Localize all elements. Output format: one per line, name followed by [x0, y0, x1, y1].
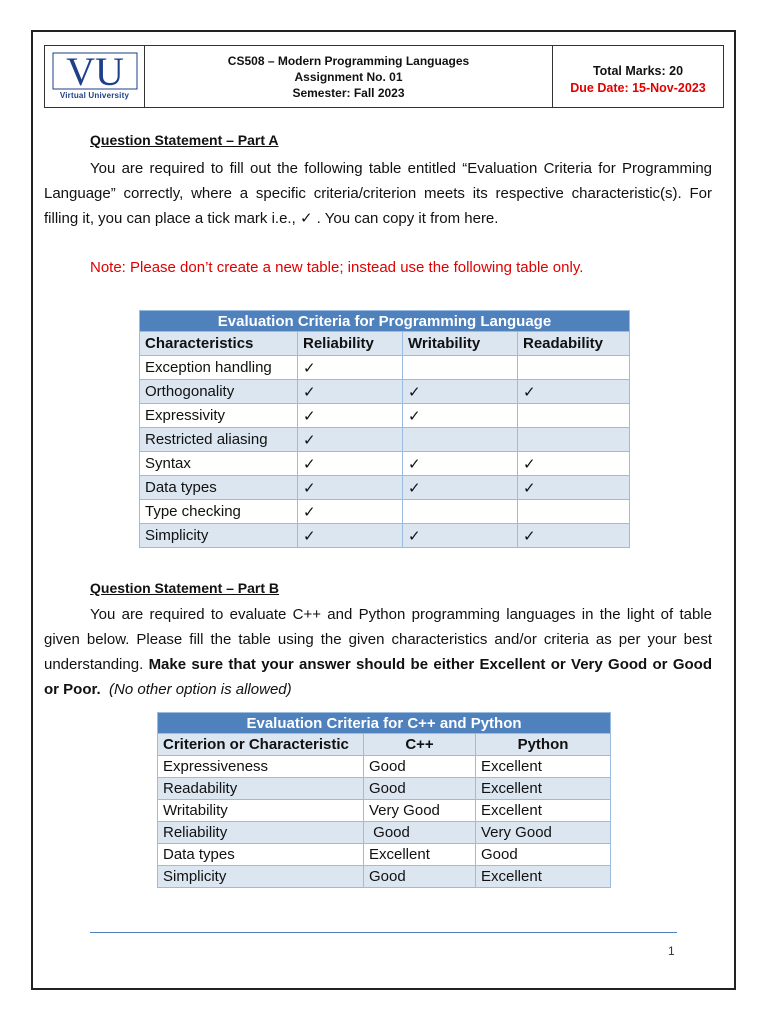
- logo-caption: Virtual University: [59, 91, 130, 100]
- tick-cell: [403, 428, 518, 452]
- tick-cell: ✓: [518, 380, 630, 404]
- python-rating: Excellent: [476, 800, 611, 822]
- tick-cell: ✓: [298, 356, 403, 380]
- course-title: CS508 – Modern Programming Languages: [227, 53, 470, 68]
- tick-cell: ✓: [403, 476, 518, 500]
- tick-cell: [518, 500, 630, 524]
- tick-cell: ✓: [403, 452, 518, 476]
- vu-logo: [45, 46, 145, 107]
- table-row: [158, 800, 611, 822]
- tick-cell: ✓: [298, 524, 403, 548]
- row-label: Readability: [158, 778, 364, 800]
- table-row: [140, 500, 630, 524]
- criteria-table-caption: Evaluation Criteria for Programming Language: [140, 311, 630, 332]
- table-row: [158, 822, 611, 844]
- table-row: [158, 778, 611, 800]
- assignment-number: Assignment No. 01: [294, 69, 403, 84]
- header-cell: Readability: [518, 332, 630, 356]
- table-row: [158, 756, 611, 778]
- part-a-paragraph: You are required to fill out the following table entitled “Evaluation Criteria for Programming Language” correctly, where a specific criteria/criterion meets its respective characteristic(s). For filling it, you can place a tick mark i.e., ✓ . You can copy it from here.: [44, 160, 712, 227]
- criteria-table: [139, 310, 630, 548]
- row-label: Expressivity: [140, 404, 298, 428]
- python-rating: Very Good: [476, 822, 611, 844]
- header-cell: Writability: [403, 332, 518, 356]
- table-row: [140, 524, 630, 548]
- part-a-title: Question Statement – Part A: [90, 132, 279, 148]
- table-row: [158, 866, 611, 888]
- tick-cell: ✓: [298, 452, 403, 476]
- document-header: [44, 45, 724, 108]
- row-label: Data types: [140, 476, 298, 500]
- python-rating: Excellent: [476, 866, 611, 888]
- row-label: Writability: [158, 800, 364, 822]
- part-b-paragraph: [44, 602, 712, 702]
- header-marks-info: [553, 46, 723, 107]
- header-cell: Characteristics: [140, 332, 298, 356]
- tick-cell: ✓: [298, 380, 403, 404]
- row-label: Expressiveness: [158, 756, 364, 778]
- header-cell: C++: [364, 734, 476, 756]
- table-row: [140, 404, 630, 428]
- footer-divider: [90, 932, 677, 933]
- tick-cell: [403, 356, 518, 380]
- row-label: Data types: [158, 844, 364, 866]
- row-label: Type checking: [140, 500, 298, 524]
- part-b-paragraph-italic: (No other option is allowed): [109, 681, 292, 698]
- due-date: Due Date: 15-Nov-2023: [570, 80, 706, 95]
- cpp-rating: Good: [364, 866, 476, 888]
- part-b-paragraph-lead: You are required to evaluate C++ and Python programming languages in the light of table given below. Please fill the table using the given characteristics and/or criteria as per your best understanding.: [44, 606, 712, 673]
- semester: Semester: Fall 2023: [292, 85, 405, 100]
- part-b-paragraph-bold: Make sure that your answer should be either Excellent or Very Good or Good or Poor.: [44, 656, 712, 698]
- python-rating: Excellent: [476, 778, 611, 800]
- cpp-rating: Excellent: [364, 844, 476, 866]
- row-label: Simplicity: [140, 524, 298, 548]
- table-row: [140, 476, 630, 500]
- tick-cell: [518, 356, 630, 380]
- criteria-table-header: [140, 332, 630, 356]
- cpp-python-table-caption: Evaluation Criteria for C++ and Python: [158, 713, 611, 734]
- part-b-title: Question Statement – Part B: [90, 580, 280, 596]
- table-row: [140, 428, 630, 452]
- python-rating: Good: [476, 844, 611, 866]
- table-row: [140, 356, 630, 380]
- tick-cell: ✓: [298, 476, 403, 500]
- tick-cell: ✓: [298, 428, 403, 452]
- tick-cell: ✓: [403, 380, 518, 404]
- row-label: Syntax: [140, 452, 298, 476]
- row-label: Reliability: [158, 822, 364, 844]
- tick-cell: ✓: [298, 500, 403, 524]
- cpp-rating: Very Good: [364, 800, 476, 822]
- python-rating: Excellent: [476, 756, 611, 778]
- table-row: [158, 844, 611, 866]
- vu-logo-mark: [52, 52, 138, 90]
- cpp-rating: Good: [364, 778, 476, 800]
- logo-text: VU: [65, 52, 124, 90]
- page-number: 1: [668, 944, 675, 958]
- tick-cell: ✓: [403, 404, 518, 428]
- part-a-note: Note: Please don’t create a new table; instead use the following table only.: [90, 259, 584, 276]
- header-course-info: [145, 46, 553, 107]
- row-label: Simplicity: [158, 866, 364, 888]
- table-row: [140, 380, 630, 404]
- row-label: Orthogonality: [140, 380, 298, 404]
- header-cell: Python: [476, 734, 611, 756]
- header-cell: Reliability: [298, 332, 403, 356]
- tick-cell: [403, 500, 518, 524]
- total-marks: Total Marks: 20: [592, 63, 684, 78]
- cpp-rating: Good: [364, 822, 476, 844]
- tick-cell: ✓: [403, 524, 518, 548]
- cpp-python-table-header: [158, 734, 611, 756]
- cpp-rating: Good: [364, 756, 476, 778]
- tick-cell: ✓: [518, 476, 630, 500]
- tick-cell: ✓: [298, 404, 403, 428]
- row-label: Restricted aliasing: [140, 428, 298, 452]
- cpp-python-table: [157, 712, 611, 888]
- table-row: [140, 452, 630, 476]
- tick-cell: [518, 404, 630, 428]
- row-label: Exception handling: [140, 356, 298, 380]
- tick-cell: ✓: [518, 452, 630, 476]
- header-cell: Criterion or Characteristic: [158, 734, 364, 756]
- tick-cell: ✓: [518, 524, 630, 548]
- tick-cell: [518, 428, 630, 452]
